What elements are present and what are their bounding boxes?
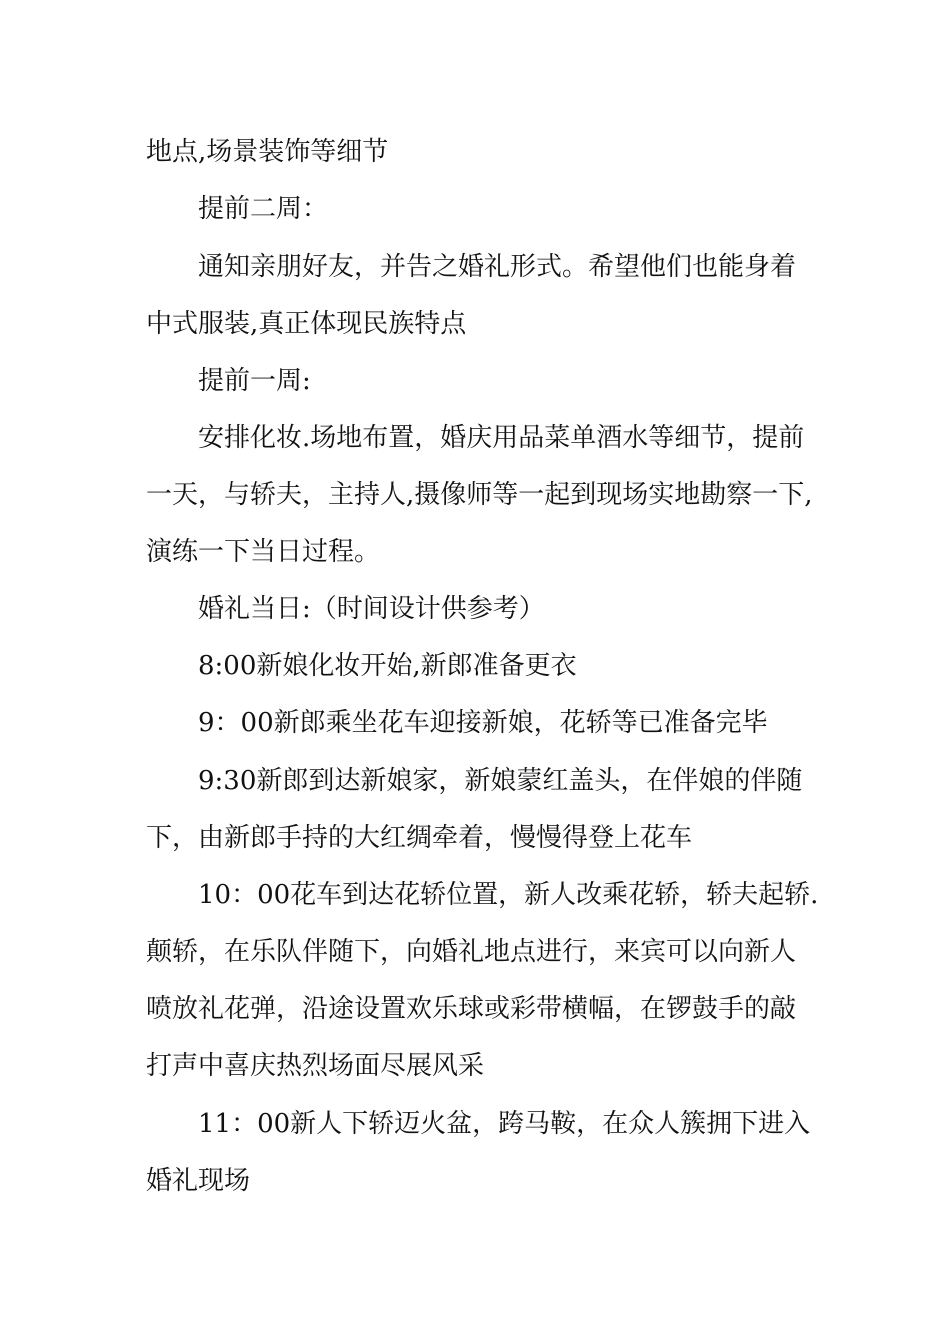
text-line: 中式服装,真正体现民族特点 <box>146 309 467 339</box>
text-line: 婚礼现场 <box>146 1166 251 1196</box>
text-line: 通知亲朋好友，并告之婚礼形式。希望他们也能身着 <box>198 252 797 282</box>
text-line: 打声中喜庆热烈场面尽展风采 <box>146 1051 485 1081</box>
text-line: 提前一周: <box>198 366 311 396</box>
text-line: 安排化妆.场地布置，婚庆用品菜单酒水等细节，提前 <box>198 423 805 453</box>
text-line: 婚礼当日:（时间设计供参考） <box>198 594 545 624</box>
text-line: 一天，与轿夫，主持人,摄像师等一起到现场实地勘察一下, <box>146 480 813 510</box>
text-line: 颠轿，在乐队伴随下，向婚礼地点进行，来宾可以向新人 <box>146 937 797 967</box>
text-line: 9：00新郎乘坐花车迎接新娘，花轿等已准备完毕 <box>198 708 768 738</box>
text-line: 9:30新郎到达新娘家，新娘蒙红盖头，在伴娘的伴随 <box>198 766 803 796</box>
text-line: 8:00新娘化妆开始,新郎准备更衣 <box>198 651 577 681</box>
text-line: 11：00新人下轿迈火盆，跨马鞍，在众人簇拥下进入 <box>198 1109 811 1139</box>
text-line: 演练一下当日过程。 <box>146 537 381 567</box>
text-line: 地点,场景装饰等细节 <box>146 137 389 167</box>
text-line: 10：00花车到达花轿位置，新人改乘花轿，轿夫起轿. <box>198 880 819 910</box>
text-line: 下，由新郎手持的大红绸牵着，慢慢得登上花车 <box>146 823 693 853</box>
text-line: 喷放礼花弹，沿途设置欢乐球或彩带横幅，在锣鼓手的敲 <box>146 994 797 1024</box>
text-line: 提前二周： <box>198 194 329 224</box>
